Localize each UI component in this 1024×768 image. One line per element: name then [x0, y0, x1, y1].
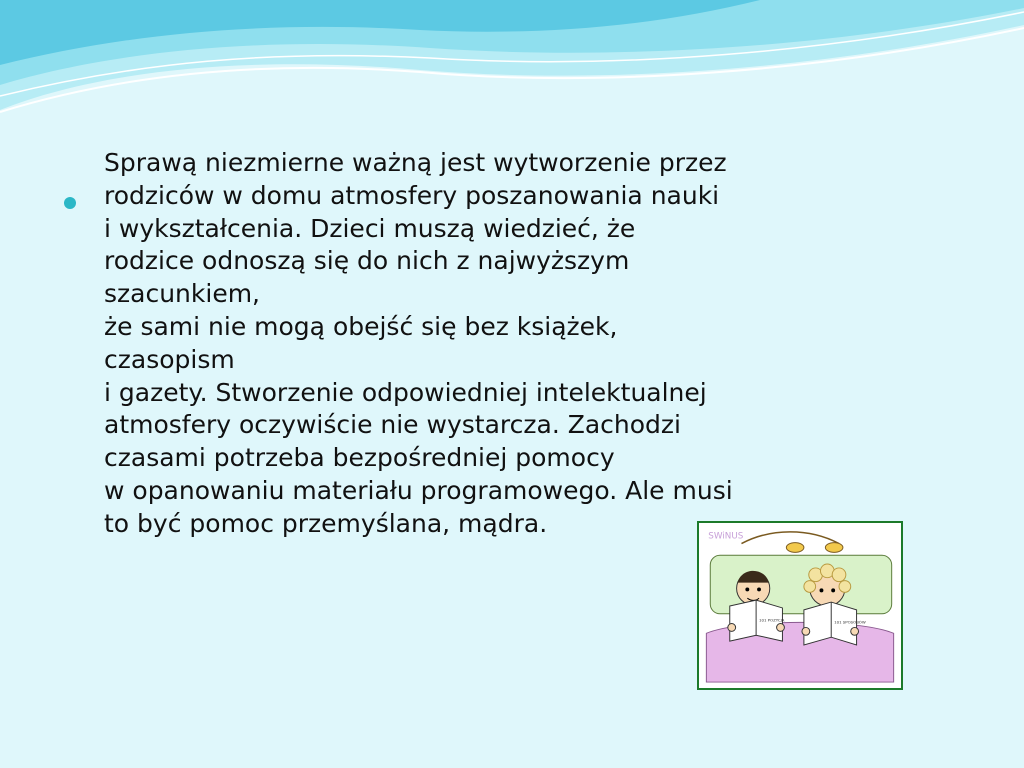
- book-left-title: 101 POZYCJA: [759, 617, 785, 623]
- book-right-title: 101 SPOSOBÓW: [834, 619, 866, 625]
- slide-body-text: Sprawą niezmierne ważną jest wytworzenie przez rodziców w domu atmosfery poszanowania nauki i wykształcenia. Dzieci muszą wiedzieć, że rodzice odnoszą się do nich z najwyższym szacunkiem, że sami nie mogą obejść się bez książek, czasopism i gazety. Stworzenie odpowiedniej intelektualnej atmosfery oczywiście nie wystarcza. Zachodzi czasami potrzeba bezpośredniej pomocy w opanowaniu materiału programowego. Ale musi to być pomoc przemyślana, mądra.: [104, 148, 733, 538]
- parents-reading-illustration: [697, 521, 903, 690]
- reading-in-bed-picture: [702, 526, 898, 685]
- bullet-marker: [64, 197, 76, 209]
- header-wave-decoration: [0, 0, 1024, 130]
- illustration-logo: SWiNUS: [708, 531, 744, 542]
